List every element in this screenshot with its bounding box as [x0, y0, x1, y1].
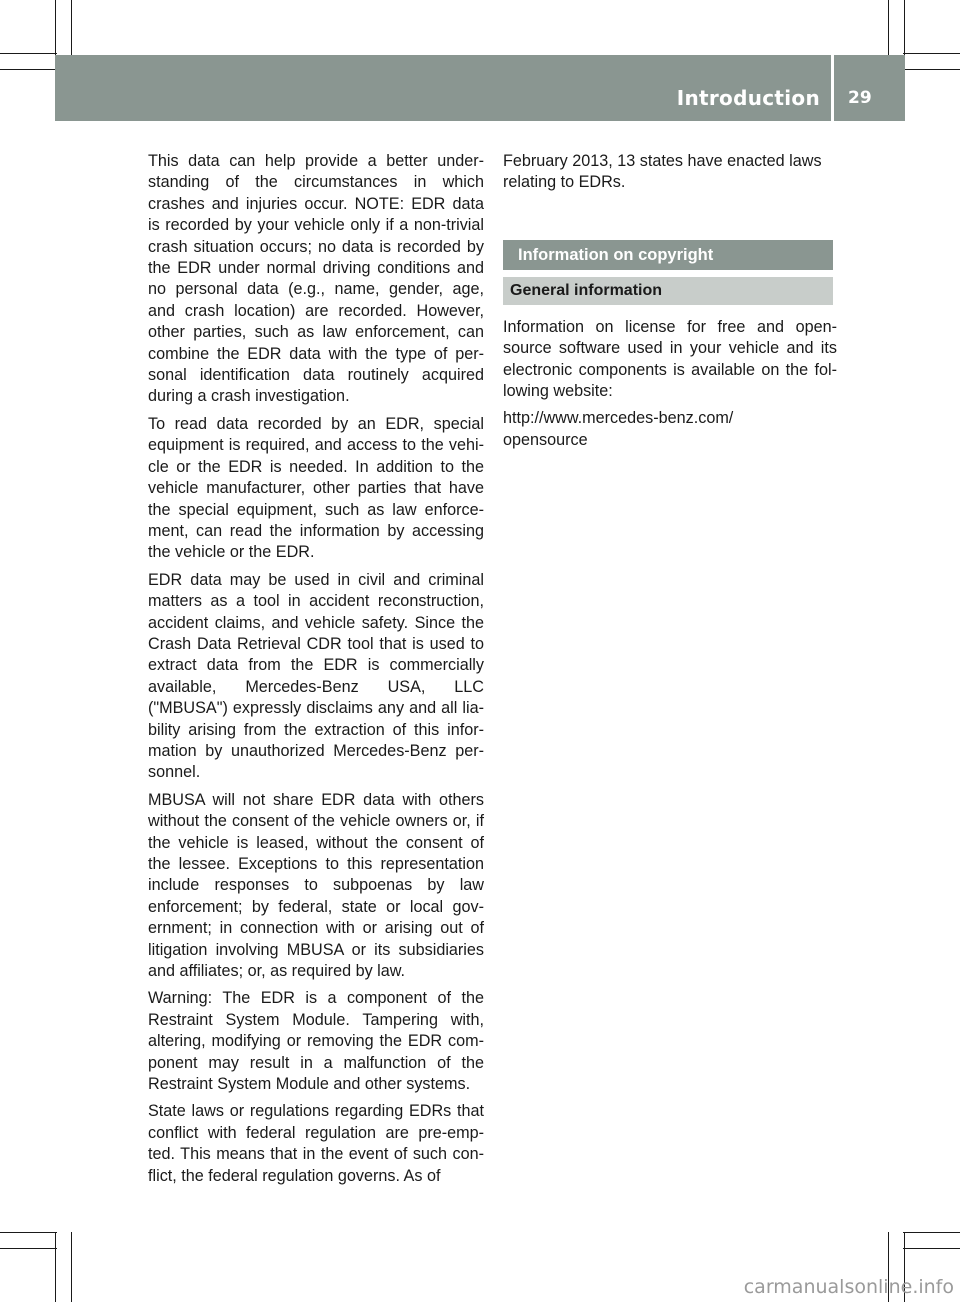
crop-mark: [71, 1232, 72, 1302]
website-link[interactable]: [503, 408, 837, 451]
paragraph: Information on license for free and open- source software used in your vehicle and its electronic components is available on the fol- lowing website:: [503, 317, 837, 401]
paragraph: To read data recorded by an EDR, special equipment is required, and access to the vehi- cle or the EDR is needed. In addition to the vehicle manufacturer, other parties that have the special equipment, such as law enforce- ment, can read the information by accessing the vehicle or the EDR.: [148, 414, 484, 562]
crop-mark: [903, 53, 960, 54]
paragraph: Warning: The EDR is a component of the Restraint System Module. Tampering with, altering, modifying or removing the EDR com- ponent may result in a malfunction of the Restraint System Module and other systems.: [148, 989, 484, 1094]
crop-mark: [55, 0, 56, 57]
crop-mark: [903, 69, 960, 70]
section-heading: Information on copyright: [503, 240, 833, 270]
crop-mark: [0, 53, 57, 54]
url-line: http://www.mercedes-benz.com/: [503, 409, 734, 428]
paragraph: February 2013, 13 states have enacted laws relating to EDRs.: [503, 152, 822, 192]
paragraph: MBUSA will not share EDR data with others without the consent of the vehicle owners or, if the vehicle is leased, without the consent of the lessee. Exceptions to this representation include responses to subpoenas by law enforcement; by federal, state or local gov- ernment; in connection with or arising out of litigation involving MBUSA or its subsidiaries and affiliates; or, as required by law.: [148, 790, 484, 981]
paragraph: State laws or regulations regarding EDRs that conflict with federal regulation are pre-emp- ted. This means that in the event of such con- flict, the federal regulation governs. As of: [148, 1102, 484, 1185]
page-number: 29: [848, 88, 872, 108]
subsection-heading: General information: [503, 277, 833, 305]
crop-mark: [0, 69, 57, 70]
crop-mark: [888, 0, 889, 57]
chapter-title: Introduction: [676, 86, 820, 110]
right-column: [503, 151, 837, 457]
watermark: carmanualsonline.info: [743, 1276, 954, 1298]
crop-mark: [0, 1248, 57, 1249]
header-separator: [831, 55, 834, 121]
crop-mark: [903, 1248, 960, 1249]
paragraph: This data can help provide a better under- standing of the circumstances in which crashes and injuries occur. NOTE: EDR data is recorded by your vehicle only if a non-trivial crash situation occurs; no data is recorded by the EDR under normal driving conditions and no personal data (e.g., name, gender, age, and crash location) are recorded. However, other parties, such as law enforcement, can combine the EDR data with the type of per- sonal identification data routinely acquired during a crash investigation.: [148, 152, 484, 406]
crop-mark: [0, 1232, 57, 1233]
url-line: opensource: [503, 430, 588, 449]
crop-mark: [904, 0, 905, 57]
crop-mark: [71, 0, 72, 57]
crop-mark: [903, 1232, 960, 1233]
paragraph: EDR data may be used in civil and criminal matters as a tool in accident reconstruction, accident claims, and vehicle safety. Since the Crash Data Retrieval CDR tool that is used to extract data from the EDR is commercially available, Mercedes-Benz USA, LLC ("MBUSA") expressly disclaims any and all lia- bility arising from the extraction of this infor- mation by unauthorized Mercedes-Benz per- sonnel.: [148, 570, 484, 782]
left-column: [148, 151, 484, 1193]
crop-mark: [55, 1232, 56, 1302]
